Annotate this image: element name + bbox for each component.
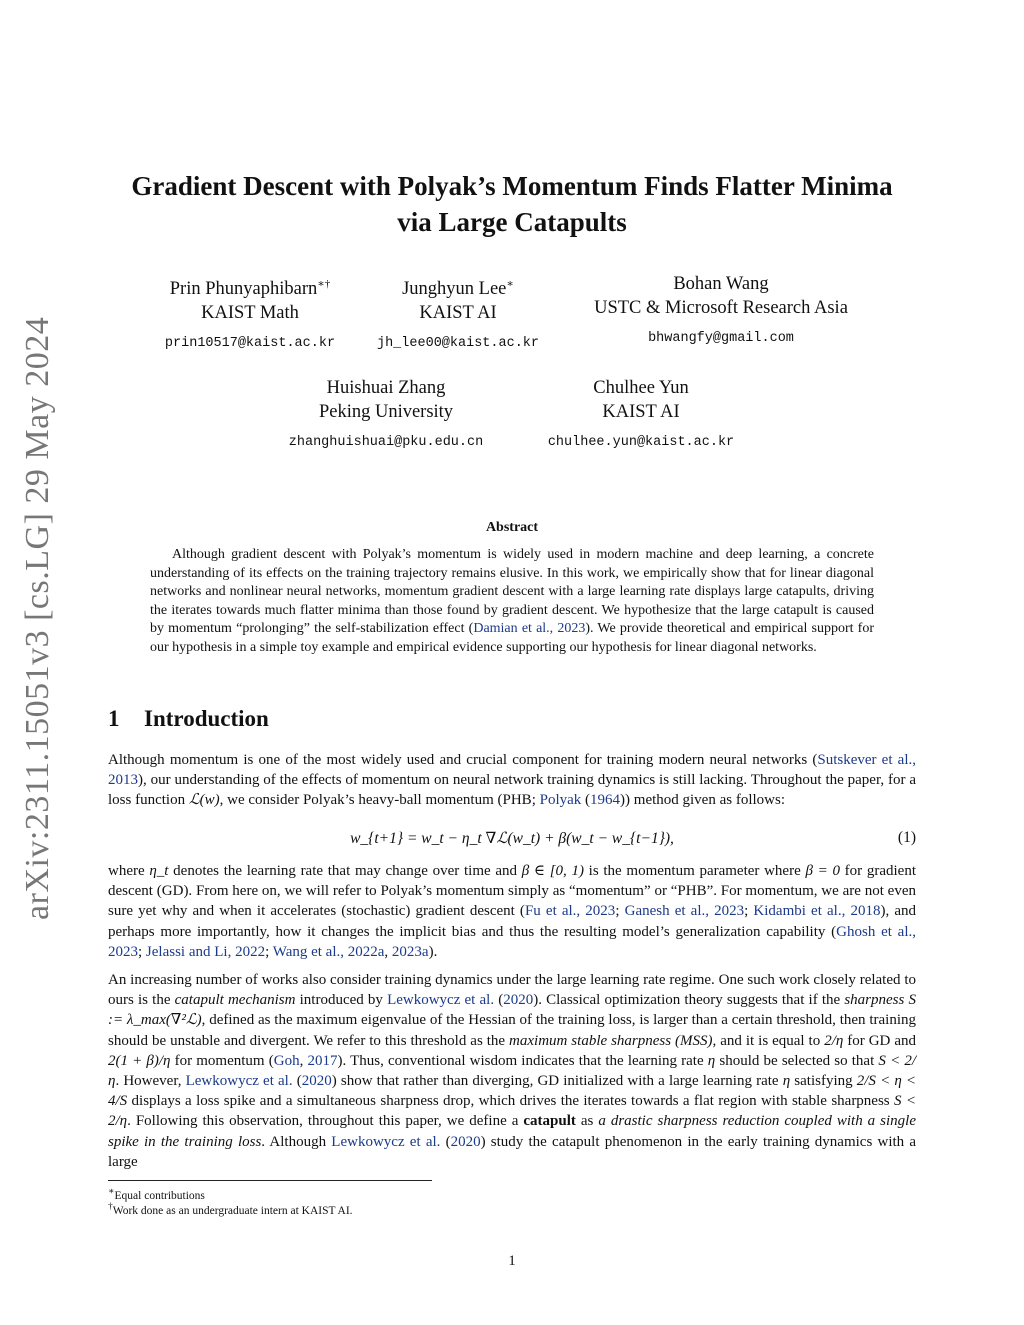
author-email[interactable]: zhanghuishuai@pku.edu.cn [288,435,484,450]
body-text: )) method given as follows: [620,792,786,809]
bold-term: catapult [523,1113,576,1130]
author-block-3 [566,272,876,351]
abstract-text: Although gradient descent with Polyak’s momentum is widely used in modern machine and deep learning, a concrete understanding of its effects on the training trajectory remains elusive. In this work, we empirically show that for linear diagonal networks and nonlinear neural networks, momentum gradient descent with a large learning rate displays large catapults, driving the iterates towards much flatter minima than those found by gradient descent. We hypothesize that the large catapult is caused by momentum “prolonging” the self-stabilization effect ( [150,547,874,637]
citation-link[interactable]: Damian et al., 2023 [473,621,586,637]
body-text: ( [440,1133,451,1150]
math-inline: S < 2/η [108,1052,917,1090]
author-mark: ∗† [317,278,331,290]
citation-link[interactable]: 2020 [450,1133,481,1150]
citation-link[interactable]: Ghosh et al., 2023 [108,923,917,960]
body-text: ). Classical optimization theory suggests that if the [533,992,845,1009]
citation-link[interactable]: Polyak [539,792,582,809]
body-text: ( [494,992,504,1009]
body-text: ), our understanding of the effects of momentum on neural network training dynamics is still lacking. Throughout the paper, for a loss function [108,772,916,809]
section-number: 1 [108,706,120,731]
body-text: introduced by [295,992,388,1009]
body-text: for gradient descent (GD). From here on, we will refer to Polyak’s momentum simply as “momentum” or “PHB”. For momentum, we are not even sure yet why and when it accelerates (stochastic) gradient descent ( [108,863,916,920]
body-text: is the momentum parameter where [583,863,806,879]
author-affiliation: KAIST Math [201,303,299,324]
citation-link[interactable]: Jelassi and Li, 2022 [145,943,266,960]
body-text: , defined as the maximum eigenvalue of the Hessian of the training loss, is larger than a certain threshold, then training should be unstable and divergent. We refer to this threshold as the [108,1012,916,1049]
emphasis: maximum stable sharpness (MSS) [509,1032,713,1049]
section-heading [108,706,269,732]
body-text: , [299,1052,308,1069]
math-inline: η [782,1073,791,1090]
body-text: , [384,943,392,960]
abstract-heading: Abstract [485,520,539,535]
math-inline: ℒ(w) [188,792,220,809]
paper-title [90,168,934,240]
author-mark: ∗ [506,278,514,290]
math-inline: 2/η [824,1032,844,1049]
intro-paragraph-1 [108,750,916,811]
citation-link[interactable]: Kidambi et al., 2018 [753,903,881,920]
math-inline: β ∈ [0, 1) [521,863,584,879]
body-text: denotes the learning rate that may change over time and [168,863,522,879]
citation-link[interactable]: 2017 [307,1052,338,1069]
footnote-mark: † [108,1201,113,1212]
citation-link[interactable]: 2020 [503,992,534,1009]
body-text: ( [292,1073,302,1090]
author-affiliation: KAIST AI [602,402,680,422]
citation-link[interactable]: Ganesh et al., 2023 [624,903,745,920]
citation-link[interactable]: Sutskever et al., 2013 [108,752,917,789]
body-text: as [575,1113,599,1130]
author-name: Bohan Wang [673,274,769,294]
body-text: An increasing number of works also consider training dynamics under the large learning rate regime. One such work closely related to ours is the [108,972,916,1009]
equation-1 [108,829,916,848]
title-line-1: Gradient Descent with Polyak’s Momentum Finds Flatter Minima [131,171,893,201]
body-text: ; [265,943,273,960]
math-inline: S < 2/η [108,1093,916,1130]
citation-link[interactable]: Lewkowycz et al. [331,1133,441,1150]
body-text: . Following this observation, throughout this paper, we define a [127,1113,524,1130]
body-text: , and it is equal to [712,1032,825,1049]
math-inline: β = 0 [805,863,840,879]
section-title: Introduction [144,706,269,731]
footnote-2 [108,1199,353,1219]
author-name: Prin Phunyaphibarn [169,279,318,300]
math-inline: η [707,1052,716,1069]
body-text: ). [428,943,438,960]
citation-link[interactable]: Lewkowycz et al. [387,992,495,1009]
citation-link[interactable]: Fu et al., 2023 [524,903,616,920]
body-text: Although momentum is one of the most widely used and crucial component for training modern neural networks ( [108,752,818,768]
equation-expression: w_{t+1} = w_t − η_t ∇ℒ(w_t) + β(w_t − w_{t−1}), [350,830,674,847]
title-line-2: via Large Catapults [397,207,627,237]
body-text: where [108,863,150,879]
author-block-5 [536,376,746,455]
body-text: for momentum ( [170,1052,274,1069]
body-text: ; [138,943,146,960]
footnote-rule [108,1180,432,1181]
abstract-body [150,546,874,658]
math-inline: 2/S < η < 4/S [108,1073,917,1110]
body-text: satisfying [790,1073,857,1090]
author-email[interactable]: jh_lee00@kaist.ac.kr [376,336,540,352]
intro-paragraph-2 [108,861,916,962]
body-text: ) study the catapult phenomenon in the early training dynamics with a large [108,1133,917,1170]
emphasis: a drastic sharpness reduction coupled with a single spike in the training loss [108,1113,916,1150]
citation-link[interactable]: 1964 [590,792,621,809]
citation-link[interactable]: 2023a [391,943,429,960]
page-number: 1 [508,1253,516,1269]
citation-link[interactable]: Goh [273,1052,300,1069]
citation-link[interactable]: 2020 [301,1073,332,1090]
author-affiliation: USTC & Microsoft Research Asia [594,298,848,318]
body-text: ) show that rather than diverging, GD initialized with a large learning rate [331,1073,783,1090]
body-text: . However, [115,1073,186,1090]
citation-link[interactable]: Wang et al., 2022a [272,943,385,960]
footnote-mark: ∗ [108,1186,115,1197]
arxiv-sidebar-stamp: arXiv:2311.15051v3 [cs.LG] 29 May 2024 [19,316,56,920]
footnote-text: Work done as an undergraduate intern at KAIST AI. [112,1204,353,1217]
author-affiliation: Peking University [318,402,454,422]
body-text: ( [581,792,591,809]
author-name: Junghyun Lee [402,279,507,300]
emphasis: catapult mechanism [174,992,296,1009]
citation-link[interactable]: Lewkowycz et al. [185,1073,293,1090]
body-text: for GD and [843,1032,916,1049]
math-inline: η_t [149,863,169,879]
author-name: Chulhee Yun [593,378,689,398]
intro-paragraph-3 [108,970,916,1172]
author-email[interactable]: prin10517@kaist.ac.kr [164,336,336,352]
body-text: ; [744,903,754,920]
math-inline: 2(1 + β)/η [108,1052,171,1069]
emphasis: sharpness [844,992,905,1009]
body-text: ). Thus, conventional wisdom indicates that the learning rate [337,1052,708,1069]
author-affiliation: KAIST AI [419,303,497,324]
author-name: Huishuai Zhang [326,378,446,398]
body-text: . Although [261,1133,332,1150]
author-block-2 [358,272,558,356]
body-text: should be selected so that [715,1052,879,1069]
body-text: ), and perhaps more importantly, how it changes the implicit bias and thus the resulting model’s generalization capability ( [108,903,916,940]
body-text: displays a loss spike and a simultaneous sharpness drop, which drives the iterates towards a flat region with stable sharpness [127,1093,895,1110]
author-block-1 [140,272,360,356]
footnote-text: Equal contributions [114,1189,205,1202]
math-inline: S := λ_max(∇²ℒ) [108,992,917,1029]
body-text: ; [615,903,625,920]
author-email[interactable]: chulhee.yun@kaist.ac.kr [547,435,735,450]
author-block-4 [276,376,496,455]
body-text: , we consider Polyak’s heavy-ball momentum (PHB; [219,792,540,809]
author-email[interactable]: bhwangfy@gmail.com [648,331,794,346]
abstract-text: ). We provide theoretical and empirical support for our hypothesis in a simple toy example and empirical evidence supporting our hypothesis for linear diagonal networks. [150,621,874,655]
equation-number: (1) [897,829,916,846]
